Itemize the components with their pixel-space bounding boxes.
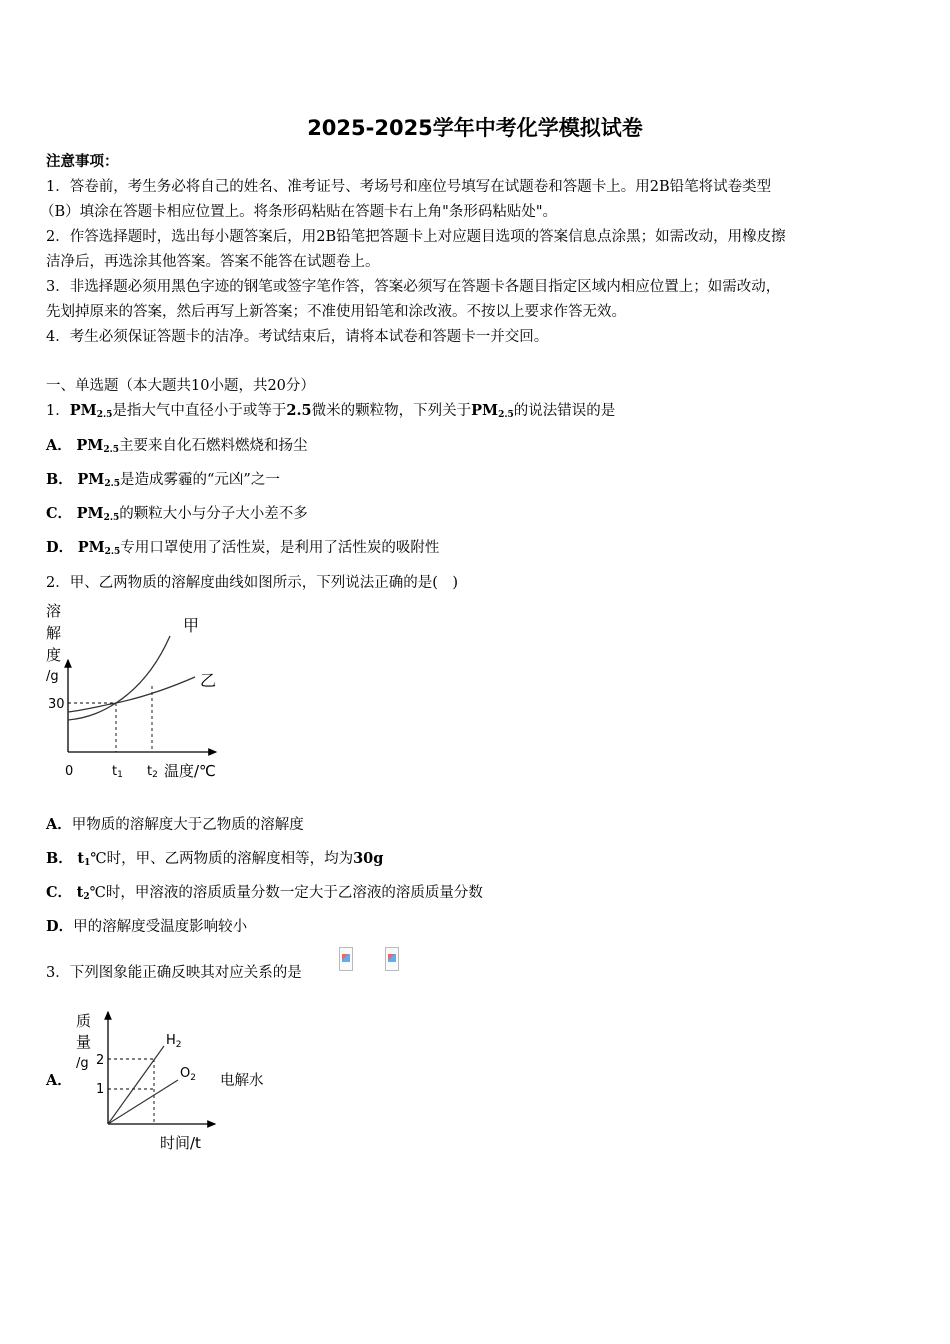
y-label-char: 解 [46,624,62,642]
option-b: B． $t_1℃$时，甲、乙两物质的溶解度相等，均为30g [46,850,384,868]
curve-yi-label: 乙 [200,671,217,690]
t2-label: t2 [147,764,158,780]
y-label-char: 度 [46,646,62,664]
option-a-letter: A． [46,1072,72,1089]
question-1-stem: 1．$PM_{2.5}$是指大气中直径小于或等于2.5微米的颗粒物，下列关于$PM_{2.5}$的说法错误的是 [46,402,616,420]
option-a: A．甲物质的溶解度大于乙物质的溶解度 [46,816,304,833]
y-tick-1: 1 [96,1082,105,1097]
notice-line: 洁净后，再选涂其他答案。答案不能答在试题卷上。 [46,254,380,270]
o2-label: $O_2$ [180,1066,196,1083]
notice-line: 先划掉原来的答案，然后再写上新答案；不准使用铅笔和涂改液。不按以上要求作答无效。 [46,304,626,320]
electrolysis-graph [70,1004,220,1154]
origin-label: 0 [65,764,74,779]
y-label-char: /g [76,1056,89,1071]
notice-line: 1．答卷前，考生务必将自己的姓名、准考证号、考场号和座位号填写在试题卷和答题卡上。用2B铅笔将试卷类型 [46,179,772,195]
notice-line: 2．作答选择题时，选出每小题答案后，用2B铅笔把答题卡上对应题目选项的答案信息点涂黑；如需改动，用橡皮擦 [46,229,786,245]
x-axis-label: 温度/℃ [164,762,216,780]
option-c: C． $PM_{2.5}$的颗粒大小与分子大小差不多 [46,505,308,523]
notice-line: 3．非选择题必须用黑色字迹的钢笔或签字笔作答，答案必须写在答题卡各题目指定区域内相应位置上；如需改动， [46,279,781,295]
curve-jia-label: 甲 [183,616,200,635]
question-3-stem: 3．下列图象能正确反映其对应关系的是 [46,965,302,981]
line-h2 [108,1046,164,1124]
notice-heading: 注意事项： [46,153,119,170]
option-b: B． $PM_{2.5}$是造成雾霾的“元凶”之一 [46,471,280,489]
curve-yi [68,677,195,712]
solubility-curve-figure [40,598,240,788]
section-heading: 一、单选题（本大题共10小题，共20分） [46,378,315,394]
option-d: D．甲的溶解度受温度影响较小 [46,918,248,935]
y-label-char: /g [46,669,59,684]
h2-label: $H_2$ [166,1033,182,1050]
t1-label: t1 [112,764,123,780]
y-tick-2: 2 [96,1053,105,1068]
notice-line: 4．考生必须保证答题卡的洁净。考试结束后，请将本试卷和答题卡一并交回。 [46,329,549,345]
y-label-char: 溶 [46,602,62,620]
x-axis-label: 时间/t [160,1134,201,1152]
notice-line: （B）填涂在答题卡相应位置上。将条形码粘贴在答题卡右上角"条形码粘贴处"。 [40,204,557,220]
curve-jia [68,636,170,720]
y-label-char: 量 [76,1033,92,1051]
y-label-char: 质 [76,1012,92,1030]
option-d: D． $PM_{2.5}$专用口罩使用了活性炭，是利用了活性炭的吸附性 [46,539,440,557]
option-a: A． $PM_{2.5}$主要来自化石燃料燃烧和扬尘 [46,437,308,455]
exam-title: 2025-2025学年中考化学模拟试卷 [307,116,643,140]
broken-image-icon [339,947,353,971]
broken-image-icon [385,947,399,971]
y-tick-30: 30 [48,697,65,712]
option-a-caption: 电解水 [220,1073,264,1089]
question-2-stem: 2．甲、乙两物质的溶解度曲线如图所示，下列说法正确的是( ) [46,575,459,591]
line-o2 [108,1080,178,1124]
option-c: C． $t_2℃$时，甲溶液的溶质质量分数一定大于乙溶液的溶质质量分数 [46,884,483,902]
